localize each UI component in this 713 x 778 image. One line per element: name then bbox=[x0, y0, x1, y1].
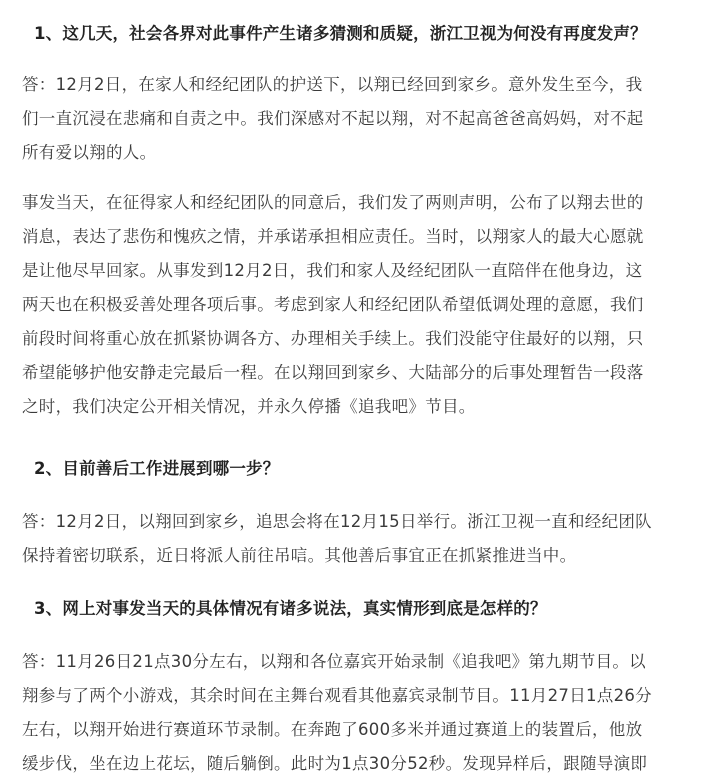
answer-1-p2-line-7: 之时，我们决定公开相关情况，并永久停播《追我吧》节目。 bbox=[22, 397, 476, 416]
answer-3-line-1: 答：11月26日21点30分左右，以翔和各位嘉宾开始录制《追我吧》第九期节目。以 bbox=[22, 652, 646, 671]
question-3: 3、网上对事发当天的具体情况有诸多说法，真实情形到底是怎样的？ bbox=[34, 599, 547, 618]
answer-2-line-1: 答：12月2日，以翔回到家乡，追思会将在12月15日举行。浙江卫视一直和经纪团队 bbox=[22, 512, 652, 531]
answer-2-line-2: 保持着密切联系，近日将派人前往吊唁。其他善后事宜正在抓紧推进当中。 bbox=[22, 546, 577, 565]
answer-1-p2-line-5: 前段时间将重心放在抓紧协调各方、办理相关手续上。我们没能守住最好的以翔，只 bbox=[22, 329, 644, 348]
answer-3-line-4: 缓步伐，坐在边上花坛，随后躺倒。此时为1点30分52秒。发现异样后，跟随导演即 bbox=[22, 754, 648, 773]
question-1: 1、这几天，社会各界对此事件产生诸多猜测和质疑，浙江卫视为何没有再度发声？ bbox=[34, 24, 647, 43]
answer-3-line-3: 左右，以翔开始进行赛道环节录制。在奔跑了600多米并通过赛道上的装置后，他放 bbox=[22, 720, 643, 739]
question-2: 2、目前善后工作进展到哪一步？ bbox=[34, 459, 280, 478]
answer-1-p2-line-1: 事发当天，在征得家人和经纪团队的同意后，我们发了两则声明，公布了以翔去世的 bbox=[22, 193, 644, 212]
answer-1-p2-line-3: 是让他尽早回家。从事发到12月2日，我们和家人及经纪团队一直陪伴在他身边，这 bbox=[22, 261, 643, 280]
answer-3-line-2: 翔参与了两个小游戏，其余时间在主舞台观看其他嘉宾录制节目。11月27日1点26分 bbox=[22, 686, 652, 705]
answer-1-p1-line-1: 答：12月2日，在家人和经纪团队的护送下，以翔已经回到家乡。意外发生至今，我 bbox=[22, 75, 643, 94]
answer-1-p1-line-3: 所有爱以翔的人。 bbox=[22, 143, 157, 162]
answer-1-p2-line-2: 消息，表达了悲伤和愧疚之情，并承诺承担相应责任。当时，以翔家人的最大心愿就 bbox=[22, 227, 644, 246]
answer-1-p1-line-2: 们一直沉浸在悲痛和自责之中。我们深感对不起以翔，对不起高爸爸高妈妈，对不起 bbox=[22, 109, 644, 128]
answer-1-p2-line-6: 希望能够护他安静走完最后一程。在以翔回到家乡、大陆部分的后事处理暂告一段落 bbox=[22, 363, 644, 382]
answer-1-p2-line-4: 两天也在积极妥善处理各项后事。考虑到家人和经纪团队希望低调处理的意愿，我们 bbox=[22, 295, 644, 314]
